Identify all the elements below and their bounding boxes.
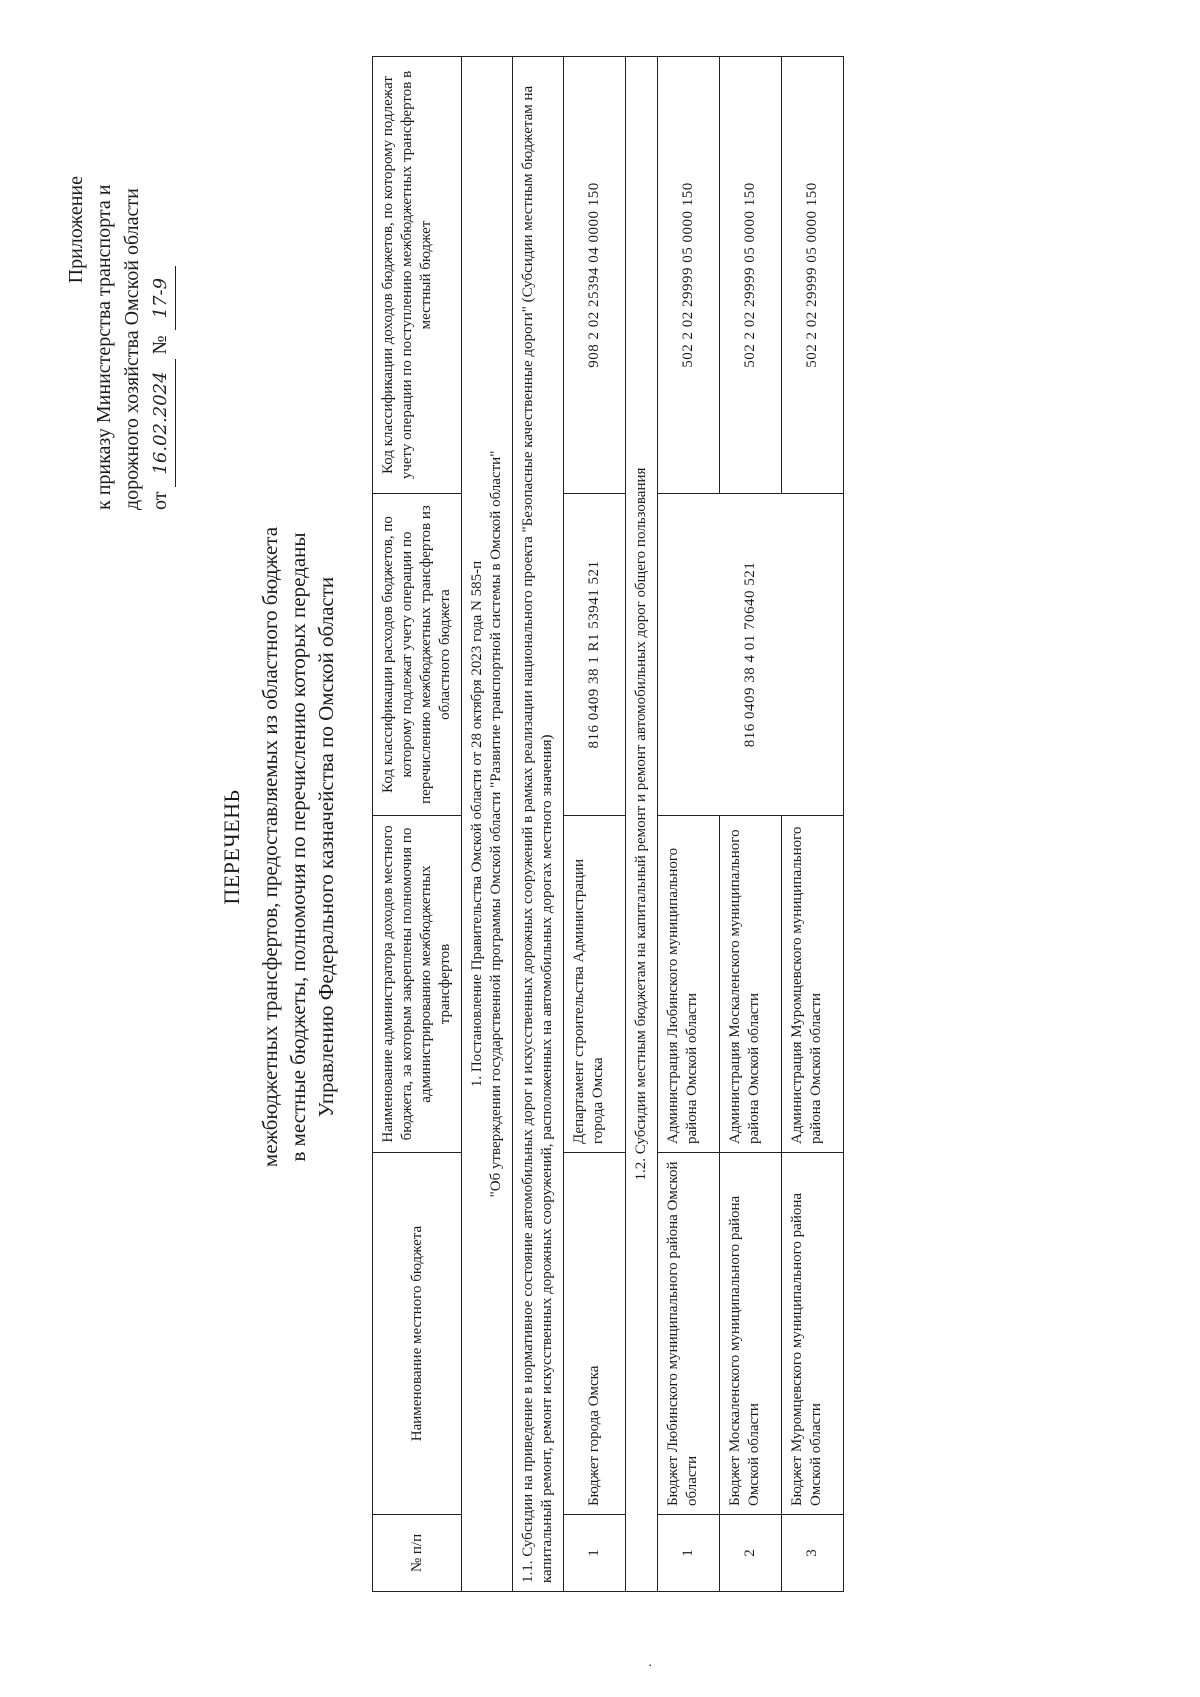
appendix-date-line	[146, 90, 176, 510]
col-header-budget: Наименование местного бюджета	[373, 1153, 462, 1515]
col-header-income-code: Код классификации доходов бюджетов, по которому подлежат учету операции по поступлению межбюджетных трансфертов в местный бюджет	[373, 57, 462, 494]
document-title: ПЕРЕЧЕНЬ	[219, 789, 244, 905]
row-number: 1	[658, 1515, 720, 1592]
row-budget: Бюджет Любинского муниципального района Омской области	[658, 1153, 720, 1515]
table-row	[782, 57, 844, 1592]
heading-line-1: межбюджетных трансфертов, предоставляемых из областного бюджета	[258, 526, 282, 1168]
from-label: от	[149, 491, 171, 510]
row-admin: Департамент строительства Администрации города Омска	[564, 816, 626, 1153]
section-row	[462, 57, 513, 1592]
row-number: 2	[720, 1515, 782, 1592]
subsection-1-2: 1.2. Субсидии местным бюджетам на капитальный ремонт и ремонт автомобильных дорог общего пользования	[626, 57, 658, 1592]
section-1-cell	[462, 57, 513, 1592]
row-income-code: 502 2 02 29999 05 0000 150	[782, 57, 844, 494]
row-expense-code-merged: 816 0409 38 4 01 70640 521	[658, 494, 844, 816]
appendix-block	[62, 90, 176, 510]
subsection-row	[626, 57, 658, 1592]
row-budget: Бюджет города Омска	[564, 1153, 626, 1515]
col-header-number: № п/п	[373, 1515, 462, 1592]
row-admin: Администрация Любинского муниципального района Омской области	[658, 816, 720, 1153]
scan-mark: .	[640, 1663, 655, 1667]
row-income-code: 502 2 02 29999 05 0000 150	[658, 57, 720, 494]
number-label: №	[149, 335, 171, 355]
row-number: 1	[564, 1515, 626, 1592]
transfers-table	[372, 56, 844, 1592]
table-row	[564, 57, 626, 1592]
section-1-line-1: 1. Постановление Правительства Омской области от 28 октября 2023 года N 585-п	[469, 560, 485, 1088]
handwritten-date: 16.02.2024	[147, 359, 176, 486]
section-1-line-2: "Об утверждении государственной программы Омской области "Развитие транспортной системы в Омской области"	[488, 450, 504, 1198]
appendix-title: Приложение	[65, 176, 87, 284]
document-heading	[218, 467, 340, 1227]
row-expense-code: 816 0409 38 1 R1 53941 521	[564, 494, 626, 816]
subsection-1-1: 1.1. Субсидии на приведение в нормативное состояние автомобильных дорог и искусственных дорожных сооружений в рамках реализации национального проекта "Безопасные качественные дороги" (Субсидии местным бюджетам на капитальный ремонт, ремонт искусственных дорожных сооружений, расположенных на автомобильных дорогах местного значения)	[513, 57, 564, 1592]
row-budget: Бюджет Москаленского муниципального района Омской области	[720, 1153, 782, 1515]
col-header-admin: Наименование администратора доходов местного бюджета, за которым закреплены полномочия по администрированию межбюджетных трансфертов	[373, 816, 462, 1153]
table-row	[658, 57, 720, 1592]
col-header-expense-code: Код классификации расходов бюджетов, по которому подлежат учету операции по перечислению межбюджетных трансфертов из областного бюджета	[373, 494, 462, 816]
heading-line-2: в местные бюджеты, полномочия по перечислению которых переданы	[286, 532, 310, 1162]
row-admin: Администрация Москаленского муниципального района Омской области	[720, 816, 782, 1153]
heading-line-3: Управлению Федерального казначейства по Омской области	[314, 576, 338, 1118]
row-income-code: 908 2 02 25394 04 0000 150	[564, 57, 626, 494]
subsection-row	[513, 57, 564, 1592]
handwritten-number: 17-9	[147, 266, 176, 330]
table-row	[720, 57, 782, 1592]
appendix-line-1: к приказу Министерства транспорта и	[93, 184, 115, 510]
row-admin: Администрация Муромцевского муниципального района Омской области	[782, 816, 844, 1153]
row-number: 3	[782, 1515, 844, 1592]
appendix-line-2: дорожного хозяйства Омской области	[121, 188, 143, 510]
row-budget: Бюджет Муромцевского муниципального района Омской области	[782, 1153, 844, 1515]
row-income-code: 502 2 02 29999 05 0000 150	[720, 57, 782, 494]
table-header-row	[373, 57, 462, 1592]
